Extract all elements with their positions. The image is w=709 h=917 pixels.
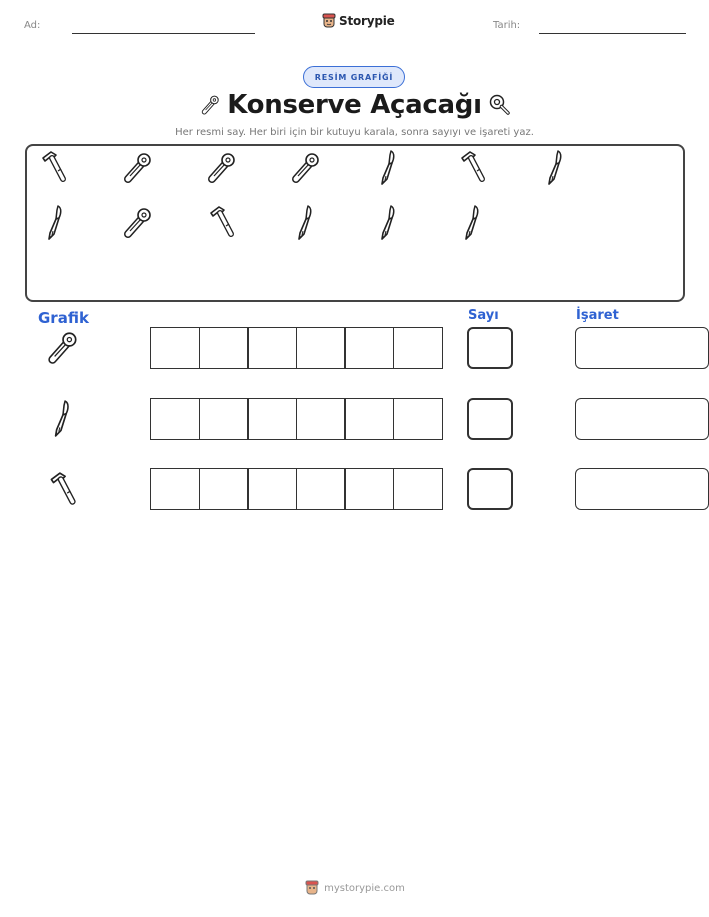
tally-cell[interactable] <box>344 468 394 510</box>
storypie-mascot-icon <box>304 880 320 896</box>
knife-icon <box>458 204 488 242</box>
knife-icon <box>374 204 404 242</box>
knife-icon <box>44 399 82 439</box>
tally-cell[interactable] <box>199 468 249 510</box>
tally-cell[interactable] <box>344 327 394 369</box>
tally-cell[interactable] <box>296 327 346 369</box>
tally-cell[interactable] <box>296 468 346 510</box>
tally-cell[interactable] <box>393 327 443 369</box>
hammer-icon <box>39 149 69 187</box>
tally-cell[interactable] <box>393 398 443 440</box>
name-line[interactable] <box>72 33 255 34</box>
sign-box[interactable] <box>575 327 709 369</box>
instructions: Her resmi say. Her biri için bir kutuyu karala, sonra sayıyı ve işareti yaz. <box>175 127 534 138</box>
tally-cell[interactable] <box>393 468 443 510</box>
tally-cell[interactable] <box>344 398 394 440</box>
pizza-cutter-icon <box>290 149 320 187</box>
hammer-icon <box>458 149 488 187</box>
worksheet-type-badge: RESİM GRAFİĞİ <box>303 66 405 88</box>
knife-icon <box>541 149 571 187</box>
tally-cells <box>150 398 443 440</box>
tally-cell[interactable] <box>150 398 200 440</box>
tally-cells <box>150 327 443 369</box>
date-label: Tarih: <box>493 20 521 31</box>
count-box[interactable] <box>467 468 513 510</box>
date-line[interactable] <box>539 33 686 34</box>
sign-box[interactable] <box>575 398 709 440</box>
tally-cell[interactable] <box>247 327 297 369</box>
pizza-cutter-icon <box>122 149 152 187</box>
tally-cell[interactable] <box>150 327 200 369</box>
sign-box[interactable] <box>575 468 709 510</box>
count-box[interactable] <box>467 327 513 369</box>
tally-cells <box>150 468 443 510</box>
tally-cell[interactable] <box>296 398 346 440</box>
name-label: Ad: <box>24 20 41 31</box>
hammer-icon <box>44 470 82 510</box>
count-box[interactable] <box>467 398 513 440</box>
tally-cell[interactable] <box>199 398 249 440</box>
knife-icon <box>374 149 404 187</box>
knife-icon <box>41 204 71 242</box>
tally-cell[interactable] <box>150 468 200 510</box>
footer-url: mystorypie.com <box>324 882 405 894</box>
tally-cell[interactable] <box>247 398 297 440</box>
page-title: Konserve Açacağı <box>227 90 482 120</box>
count-header: Sayı <box>468 308 499 323</box>
tally-cell[interactable] <box>247 468 297 510</box>
knife-icon <box>291 204 321 242</box>
brand-name: Storypie <box>339 14 395 28</box>
can-opener-icon <box>488 93 512 117</box>
pizza-cutter-icon <box>43 328 81 368</box>
storypie-mascot-icon <box>322 13 336 29</box>
pizza-cutter-icon <box>122 204 152 242</box>
brand-logo <box>322 13 395 29</box>
footer <box>0 880 709 896</box>
sign-header: İşaret <box>576 308 619 323</box>
graph-header: Grafik <box>38 309 89 327</box>
tally-cell[interactable] <box>199 327 249 369</box>
hammer-icon <box>207 204 237 242</box>
pizza-cutter-icon <box>206 149 236 187</box>
